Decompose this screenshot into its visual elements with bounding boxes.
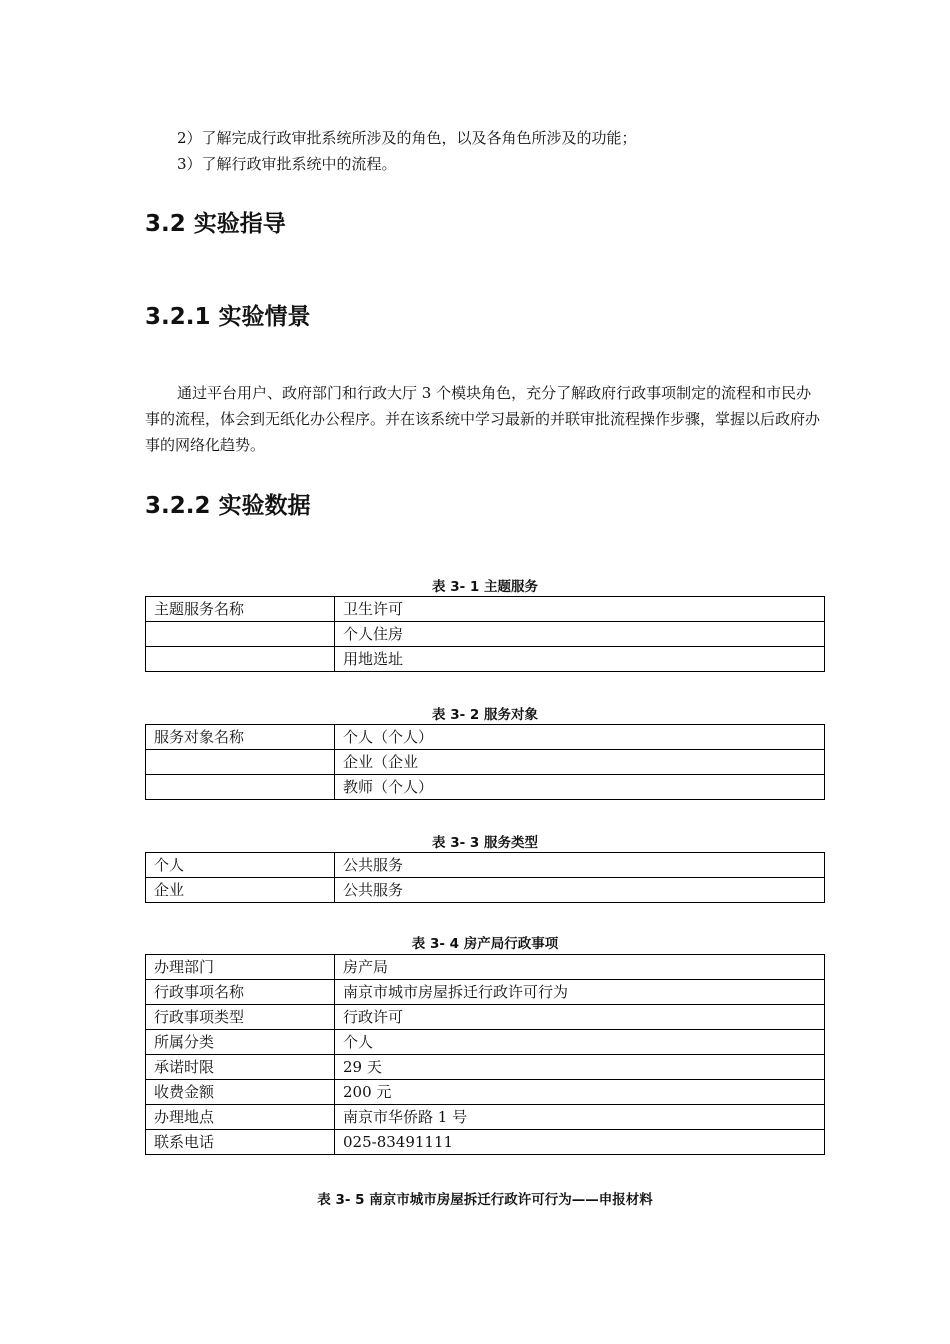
table-housing-admin-item	[145, 954, 825, 1155]
table-cell: 025-83491111	[335, 1130, 825, 1155]
table-caption: 表 3- 5 南京市城市房屋拆迁行政许可行为——申报材料	[317, 1192, 653, 1208]
table-cell: 企业	[146, 878, 335, 903]
table-row	[146, 878, 825, 903]
table-cell: 教师（个人）	[335, 775, 825, 800]
table-cell: 行政许可	[335, 1005, 825, 1030]
table-cell: 联系电话	[146, 1130, 335, 1155]
table-cell: 个人	[146, 853, 335, 878]
table-cell: 公共服务	[335, 853, 825, 878]
table-cell: 用地选址	[335, 647, 825, 672]
table-row	[146, 955, 825, 980]
table-cell: 服务对象名称	[146, 725, 335, 750]
table-row	[146, 647, 825, 672]
table-service-target	[145, 724, 825, 800]
table-cell	[146, 775, 335, 800]
table-row	[146, 980, 825, 1005]
table-cell: 收费金额	[146, 1080, 335, 1105]
table-caption: 表 3- 4 房产局行政事项	[411, 936, 559, 952]
table-row	[146, 622, 825, 647]
table-cell: 个人住房	[335, 622, 825, 647]
section-heading-3-2-2: 3.2.2 实验数据	[145, 493, 311, 519]
table-caption: 表 3- 3 服务类型	[432, 835, 538, 851]
list-item: 3）了解行政审批系统中的流程。	[177, 155, 397, 173]
list-item: 2）了解完成行政审批系统所涉及的角色，以及各角色所涉及的功能；	[177, 129, 637, 147]
table-cell: 29 天	[335, 1055, 825, 1080]
table-caption: 表 3- 2 服务对象	[432, 707, 538, 723]
table-cell: 办理部门	[146, 955, 335, 980]
table-row	[146, 725, 825, 750]
table-row	[146, 853, 825, 878]
table-cell: 行政事项名称	[146, 980, 335, 1005]
table-cell: 个人	[335, 1030, 825, 1055]
table-cell: 企业（企业	[335, 750, 825, 775]
table-row	[146, 1055, 825, 1080]
table-row	[146, 750, 825, 775]
table-cell	[146, 647, 335, 672]
table-row	[146, 1080, 825, 1105]
table-row	[146, 1030, 825, 1055]
table-cell: 房产局	[335, 955, 825, 980]
table-cell: 200 元	[335, 1080, 825, 1105]
table-cell: 所属分类	[146, 1030, 335, 1055]
table-cell: 公共服务	[335, 878, 825, 903]
table-row	[146, 597, 825, 622]
table-row	[146, 1105, 825, 1130]
table-cell: 承诺时限	[146, 1055, 335, 1080]
table-cell	[146, 750, 335, 775]
table-theme-service	[145, 596, 825, 672]
section-heading-3-2-1: 3.2.1 实验情景	[145, 304, 311, 330]
table-row	[146, 1005, 825, 1030]
table-row	[146, 1130, 825, 1155]
table-cell: 卫生许可	[335, 597, 825, 622]
table-cell: 个人（个人）	[335, 725, 825, 750]
section-heading-3-2: 3.2 实验指导	[145, 211, 286, 237]
table-cell: 行政事项类型	[146, 1005, 335, 1030]
scenario-paragraph: 通过平台用户、政府部门和行政大厅 3 个模块角色，充分了解政府行政事项制定的流程和市民办事的流程，体会到无纸化办公程序。并在该系统中学习最新的并联审批流程操作步骤，掌握以后政府办事的网络化趋势。	[145, 384, 821, 454]
table-cell: 主题服务名称	[146, 597, 335, 622]
table-cell: 南京市华侨路 1 号	[335, 1105, 825, 1130]
table-cell	[146, 622, 335, 647]
table-cell: 南京市城市房屋拆迁行政许可行为	[335, 980, 825, 1005]
table-row	[146, 775, 825, 800]
table-cell: 办理地点	[146, 1105, 335, 1130]
table-service-type	[145, 852, 825, 903]
table-caption: 表 3- 1 主题服务	[432, 579, 538, 595]
